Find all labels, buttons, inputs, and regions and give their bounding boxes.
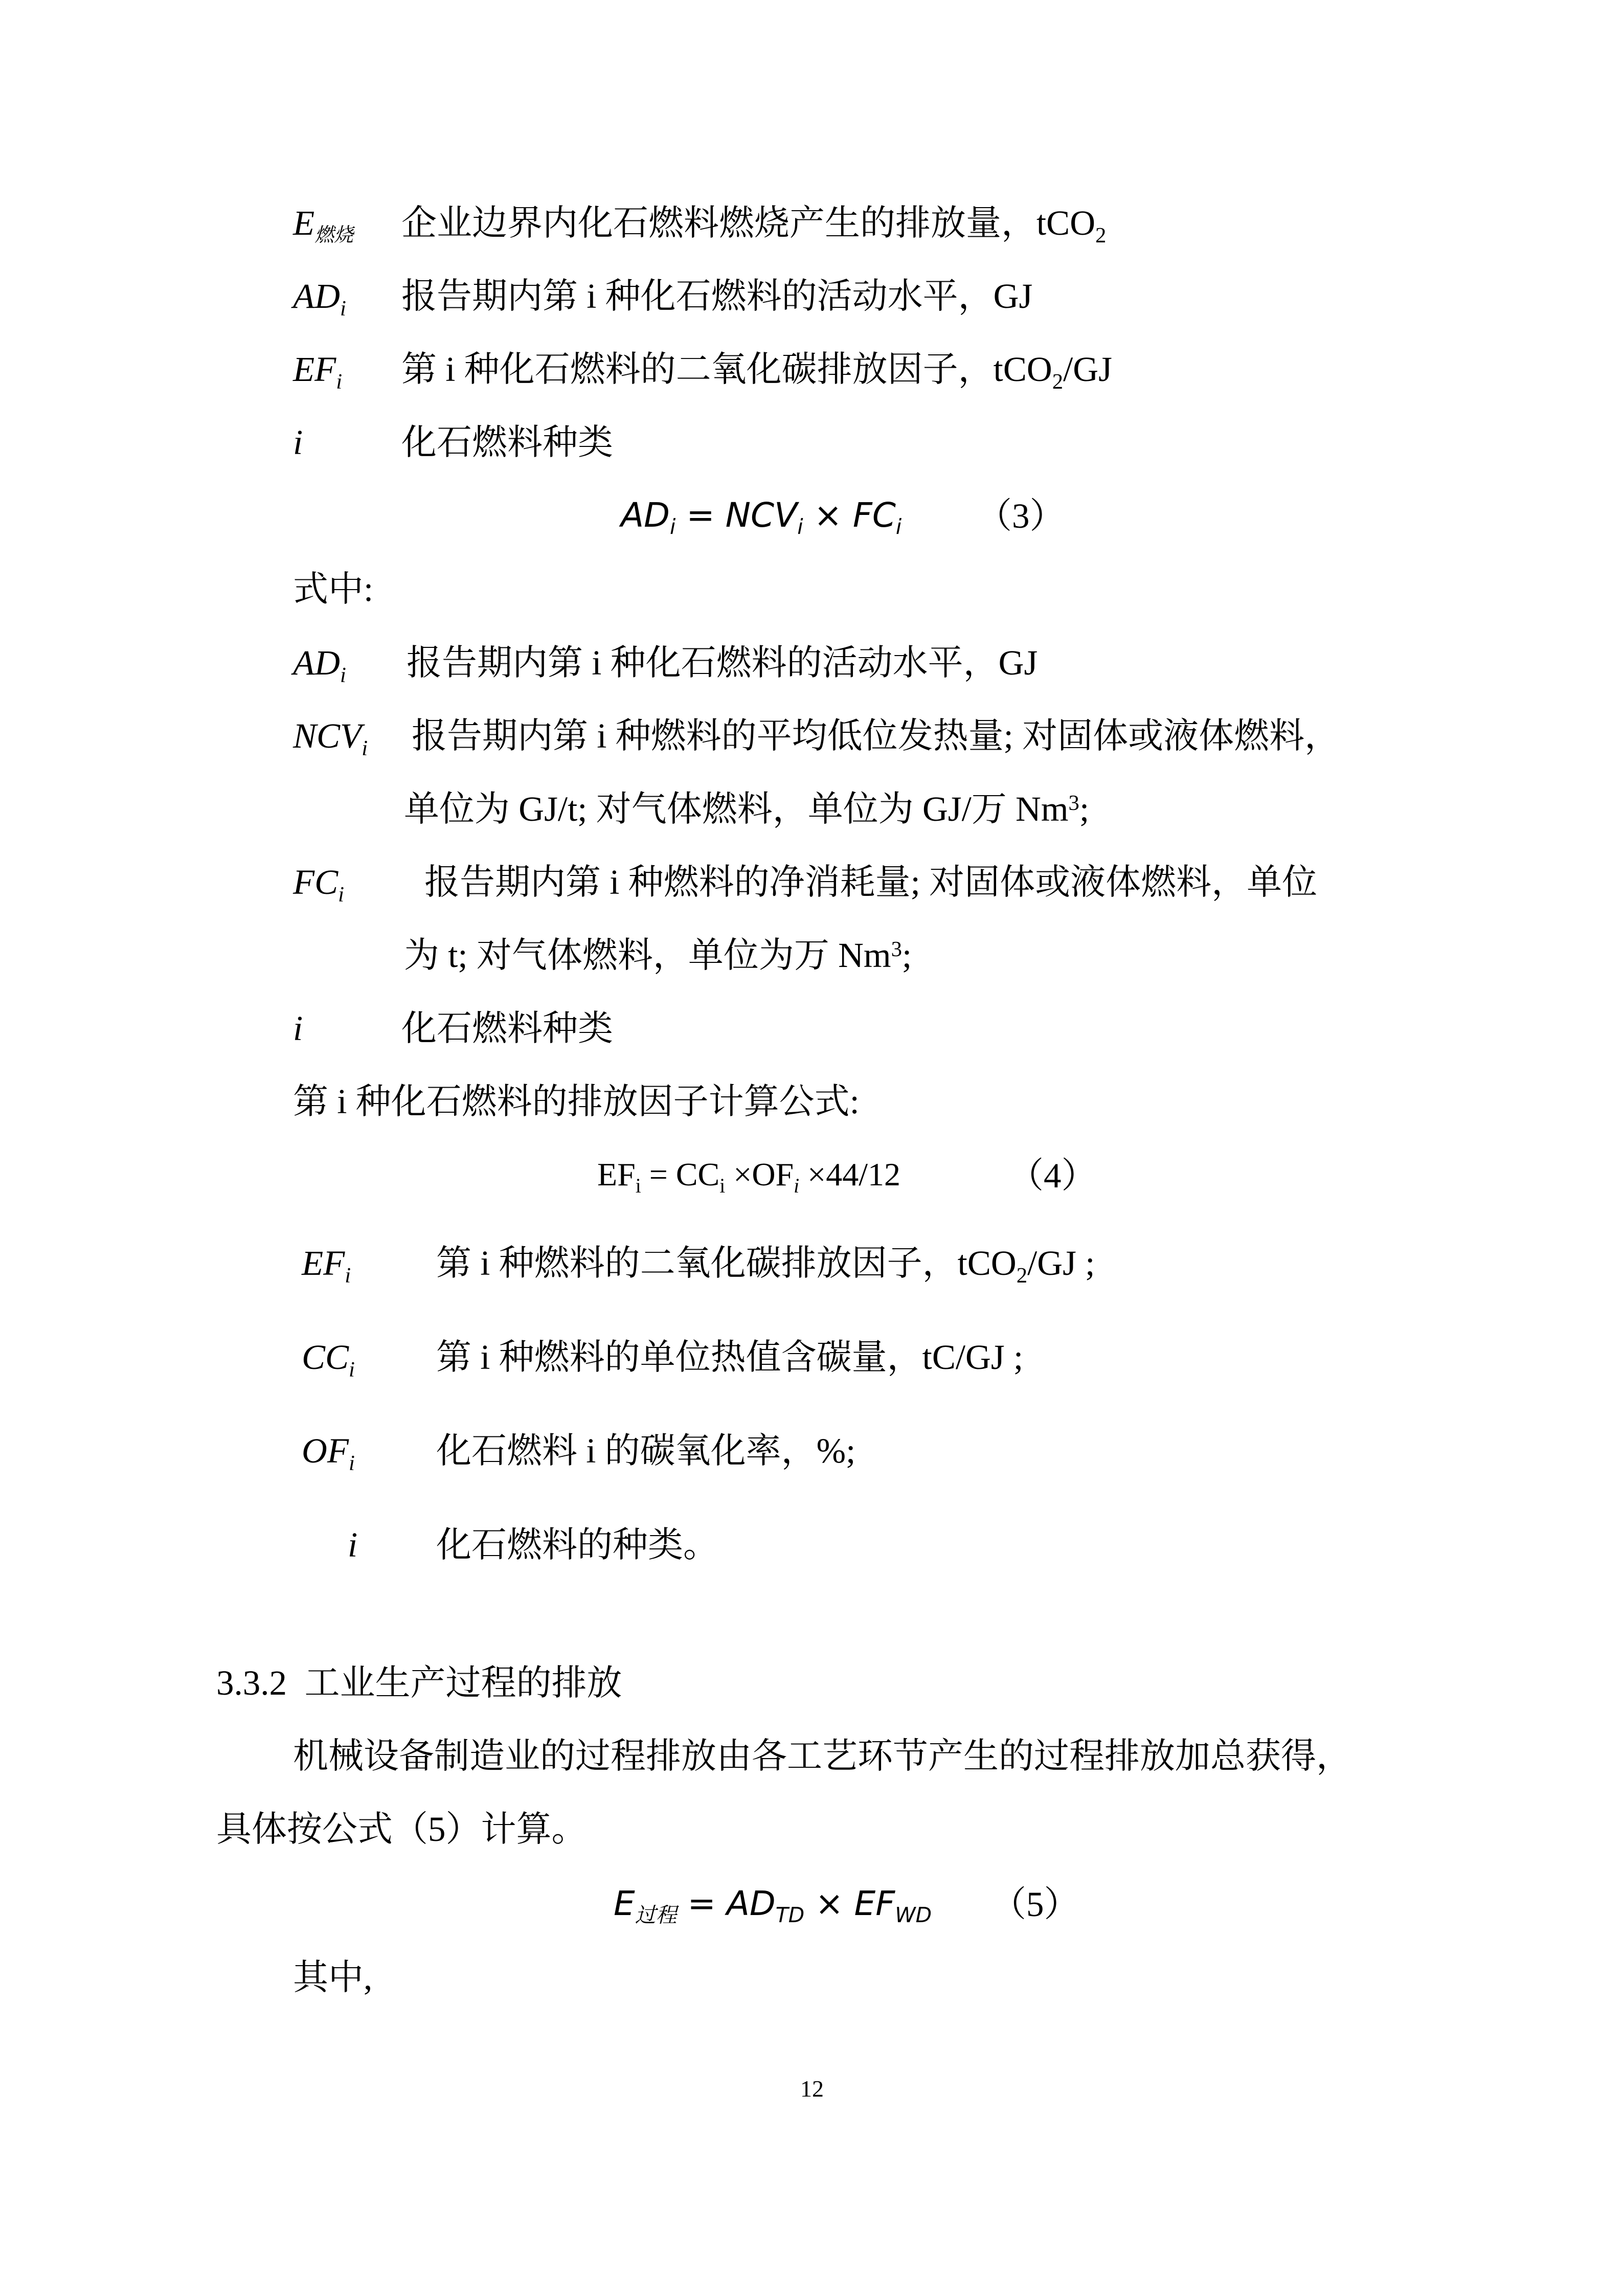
section-heading bbox=[216, 1665, 622, 1701]
equation-5-number: （5） bbox=[991, 1885, 1079, 1924]
def-i-desc: 化石燃料种类 bbox=[401, 423, 613, 462]
def2-fc-desc: 报告期内第 i 种燃料的净消耗量; 对固体或液体燃料，单位 bbox=[424, 863, 1318, 902]
where-label: 式中: bbox=[293, 570, 374, 609]
def2-ad-desc: 报告期内第 i 种化石燃料的活动水平，GJ bbox=[407, 643, 1038, 682]
def3-of-desc: 化石燃料 i 的碳氧化率，%; bbox=[436, 1431, 856, 1470]
def-ef-symbol: $EF_i$ bbox=[293, 350, 343, 394]
equation-5: $E_{过程} = AD_{TD} \times EF_{WD}$ bbox=[614, 1884, 932, 1928]
paragraph-line-1: 机械设备制造业的过程排放由各工艺环节产生的过程排放加总获得， bbox=[293, 1737, 1351, 1775]
def2-fc-desc-cont: 为 t; 对气体燃料，单位为万 Nm$^3$; bbox=[404, 936, 912, 975]
ef-formula-intro: 第 i 种化石燃料的排放因子计算公式: bbox=[293, 1082, 860, 1121]
paragraph-line-2: 具体按公式（5）计算。 bbox=[216, 1810, 587, 1849]
def2-ncv-desc-cont: 单位为 GJ/t; 对气体燃料，单位为 GJ/万 Nm$^3$; bbox=[404, 790, 1090, 828]
def2-ncv-desc: 报告期内第 i 种燃料的平均低位发热量; 对固体或液体燃料， bbox=[412, 716, 1340, 755]
def-e-combustion: $E_{燃烧}$ bbox=[293, 204, 354, 246]
page-number: 12 bbox=[800, 2076, 824, 2102]
equation-3-number: （3） bbox=[977, 497, 1065, 535]
equation-4-number: （4） bbox=[1008, 1156, 1097, 1195]
def-ad-desc: 报告期内第 i 种化石燃料的活动水平，GJ bbox=[401, 277, 1033, 316]
def-ef-desc: 第 i 种化石燃料的二氧化碳排放因子，tCO$_2$/GJ bbox=[401, 350, 1112, 394]
section-number: 3.3.2 bbox=[216, 1663, 287, 1702]
def2-ad-symbol: $AD_i$ bbox=[293, 643, 346, 687]
def2-i-desc: 化石燃料种类 bbox=[401, 1009, 613, 1048]
equation-4: $EF_i = CC_i \times OF_i \times 44/12$ bbox=[597, 1156, 901, 1197]
def3-i-symbol: i bbox=[348, 1525, 358, 1564]
section-title: 工业生产过程的排放 bbox=[304, 1663, 622, 1702]
def2-ncv-symbol: $NCV_i$ bbox=[293, 716, 368, 760]
def-i-symbol: i bbox=[293, 423, 303, 462]
def2-i-symbol: i bbox=[293, 1009, 303, 1048]
where-label-2: 其中, bbox=[293, 1958, 373, 1997]
def3-i-desc: 化石燃料的种类。 bbox=[436, 1525, 718, 1564]
def3-ef-desc: 第 i 种燃料的二氧化碳排放因子，tCO$_2$/GJ ; bbox=[436, 1244, 1095, 1288]
def-ad-symbol: $AD_i$ bbox=[293, 277, 346, 321]
def3-of-symbol: $OF_i$ bbox=[302, 1431, 355, 1475]
equation-3: $AD_i = NCV_i \times FC_i$ bbox=[621, 496, 902, 539]
def3-cc-desc: 第 i 种燃料的单位热值含碳量，tC/GJ ; bbox=[436, 1338, 1024, 1377]
def3-ef-symbol: $EF_i$ bbox=[302, 1244, 351, 1288]
def-e-combustion-desc: 企业边界内化石燃料燃烧产生的排放量，tCO$_2$ bbox=[401, 204, 1107, 247]
def3-cc-symbol: $CC_i$ bbox=[302, 1338, 355, 1382]
def2-fc-symbol: $FC_i$ bbox=[293, 863, 345, 907]
